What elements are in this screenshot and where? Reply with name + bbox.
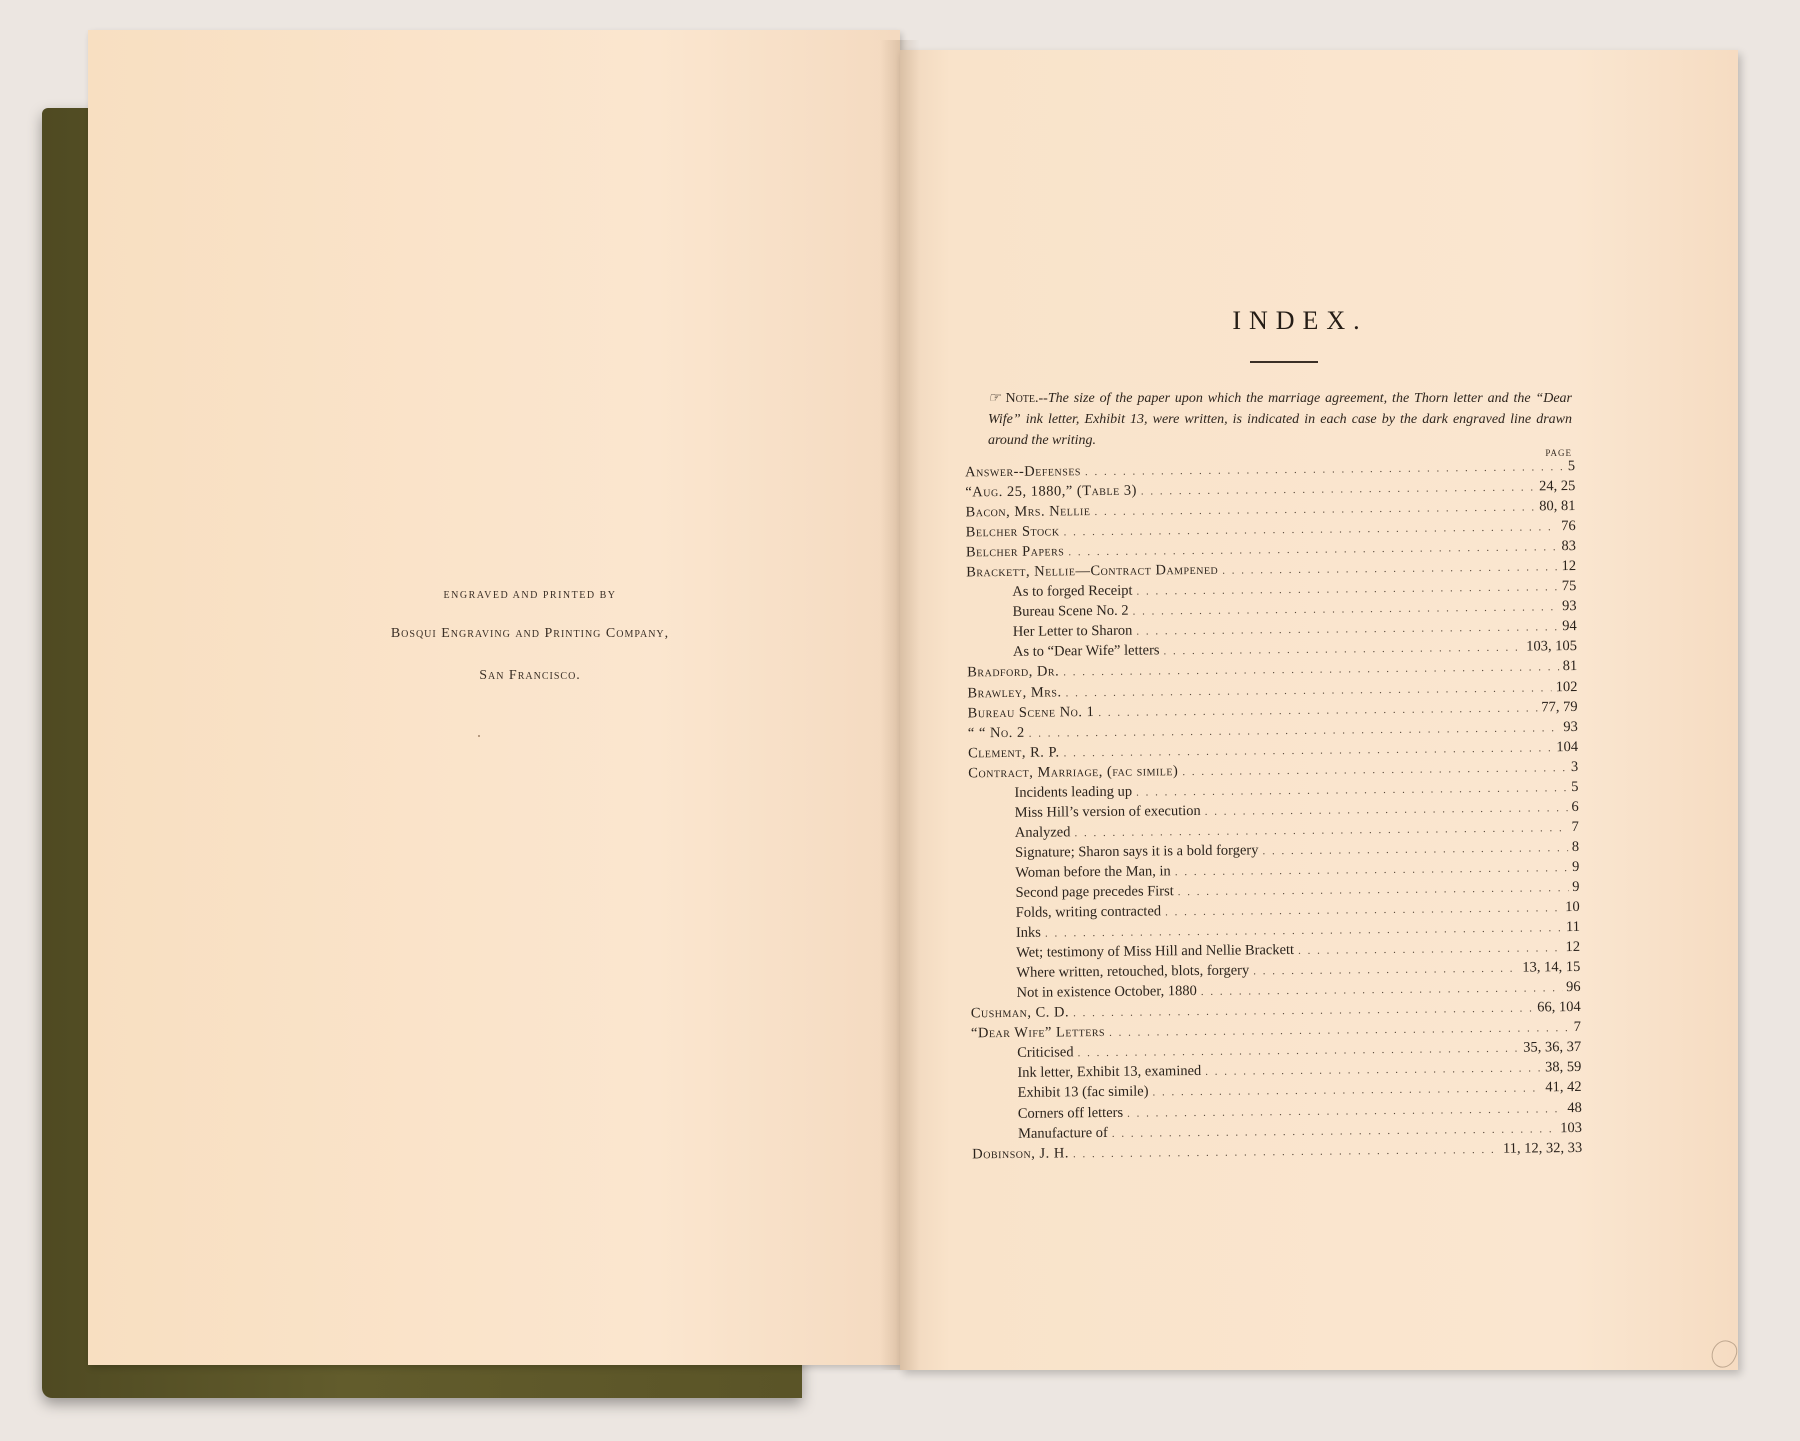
index-entry-page: 12 [1565,939,1581,956]
index-entry-label: Bradford, Dr. [967,663,1060,681]
dot-leader [1253,963,1518,978]
dot-leader [1136,782,1567,799]
index-entry-label: Bacon, Mrs. Nellie [965,503,1091,521]
dot-leader [1045,922,1562,939]
index-entry-page: 81 [1562,658,1578,675]
index-note [988,388,1572,451]
index-title: INDEX. [1232,306,1368,335]
index-entry-page: 8 [1571,838,1580,855]
index-entry-page: 48 [1567,1099,1582,1116]
book-gutter [880,40,920,1370]
dot-leader [1165,902,1561,918]
index-entry-page: 103, 105 [1526,638,1578,655]
dot-leader [1029,722,1560,740]
index-entry-page: 7 [1573,1019,1582,1036]
dot-leader [1175,862,1568,878]
dot-leader [1262,842,1567,857]
index-entry-page: 80, 81 [1539,498,1576,515]
index-entry-page: 75 [1561,578,1577,595]
index-entry-label: Exhibit 13 (fac simile) [1017,1083,1149,1102]
index-entry-page: 96 [1565,979,1581,996]
index-entry-page: 9 [1572,878,1580,896]
index-entry-label: Corners off letters [1017,1104,1124,1122]
index-entry-page: 24, 25 [1538,478,1576,495]
index-entry-label: Woman before the Man, in [1015,863,1171,881]
index-entry-label: Signature; Sharon says it is a bold forgery [1015,842,1259,861]
index-entry-page: 9 [1571,858,1580,875]
imprint-line-3: San Francisco. [479,668,581,683]
title-rule [1250,361,1318,363]
index-entry-page: 76 [1561,518,1576,535]
index-entry-page: 12 [1561,558,1577,575]
dot-leader [1136,622,1558,638]
dot-leader [1205,1063,1541,1079]
dot-leader [1127,1103,1563,1120]
pointing-hand-icon: ☞ [988,391,1001,406]
dot-leader [1063,662,1559,679]
index-entry-label: Contract, Marriage, (fac simile) [968,762,1179,782]
note-lead: Note. [1005,391,1039,406]
index-entry-label: Not in existence October, 1880 [1016,983,1197,1002]
index-entry-label: Clement, R. P. [967,744,1060,762]
dot-leader [1068,541,1557,558]
dot-leader [1141,481,1535,497]
index-entry-page: 104 [1556,738,1579,755]
index-entry-label: Miss Hill’s version of execution [1014,802,1201,821]
dot-leader [1063,742,1552,759]
index-entry-label: Answer--Defenses [965,463,1082,481]
index-entry-label: Wet; testimony of Miss Hill and Nellie Brackett [1016,942,1295,962]
index-entry-label: As to “Dear Wife” letters [1012,642,1160,661]
index-entry-label: Her Letter to Sharon [1012,623,1133,641]
index-entry-label: As to forged Receipt [1012,582,1133,601]
dot-leader [1163,642,1522,658]
index-entry-page: 77, 79 [1541,698,1578,715]
index-entry-label: Where written, retouched, blots, forgery [1016,962,1250,982]
note-text: --The size of the paper upon which the marriage agreement, the Thorn letter and the “Dear Wife” ink letter, Exhibit 13, were written, is indicated in each case by the dark engraved line drawn around the writing. [988,391,1573,448]
index-entry-label: Belcher Papers [965,543,1065,561]
index-entry-label: Manufacture of [1017,1124,1108,1142]
dot-leader [1136,581,1557,597]
dot-leader [1112,1123,1557,1140]
index-entry-label: Inks [1015,924,1042,941]
index-entry-label: “Dear Wife” Letters [970,1024,1106,1042]
index-entry-page: 11 [1565,919,1580,936]
index-entry-page: 5 [1571,778,1579,795]
index-entry-page: 13, 14, 15 [1522,959,1581,976]
index-entry-label: “ “ No. 2 [967,724,1025,741]
dot-leader [1109,1022,1570,1039]
index-entry-page: 38, 59 [1545,1059,1582,1076]
index-entry-label: Brackett, Nellie—Contract Dampened [966,561,1219,581]
index-entry-label: Ink letter, Exhibit 13, examined [1017,1063,1202,1082]
index-entry-label: Analyzed [1014,824,1071,841]
index-entry-page: 10 [1565,899,1580,916]
page-column-label: PAGE [1545,448,1572,458]
dot-leader [1201,982,1562,998]
dot-leader [1098,702,1537,719]
index-entry-page: 66, 104 [1537,999,1581,1016]
index-entry-page: 94 [1562,618,1577,635]
index-entry-label: Brawley, Mrs. [967,683,1062,701]
index-entry-page: 102 [1555,678,1578,695]
dot-leader [1132,602,1558,618]
dot-leader [1073,1003,1533,1020]
index-entry-label: Folds, writing contracted [1015,903,1162,921]
index-entry-label: Criticised [1017,1044,1074,1062]
dot-leader [1066,682,1552,699]
index-entries [965,458,1582,1166]
dot-leader [1205,802,1568,818]
index-entry-label: Incidents leading up [1014,783,1133,801]
index-entry-page: 35, 36, 37 [1523,1039,1582,1056]
imprint-line-2: Bosqui Engraving and Printing Company, [390,626,670,641]
index-entry-label: Belcher Stock [965,523,1060,541]
index-entry-page: 7 [1571,818,1579,835]
index-entry-page: 11, 12, 32, 33 [1502,1139,1583,1157]
index-entry-label: Dobinson, J. H. [972,1144,1070,1162]
index-entry-page: 6 [1571,798,1579,815]
dot-leader [1078,1043,1520,1060]
dot-leader [1152,1083,1541,1099]
dot-leader [1094,502,1535,519]
dot-leader [1298,942,1562,957]
index-entry-page: 83 [1561,538,1577,555]
index-entry-page: 3 [1570,758,1579,775]
dot-leader [1178,882,1569,898]
index-entry-page: 5 [1567,458,1576,475]
printer-dot [478,735,480,737]
dot-leader [1222,561,1558,577]
dot-leader [1063,521,1557,538]
dot-leader [1074,822,1567,839]
imprint-line-1: ENGRAVED AND PRINTED BY [443,590,617,601]
index-entry-label: Bureau Scene No. 2 [1012,603,1129,621]
index-entry-label: Bureau Scene No. 1 [967,703,1095,721]
index-entry-page: 93 [1563,718,1578,735]
index-entry-page: 103 [1560,1119,1583,1136]
index-entry-label: “Aug. 25, 1880,” (Table 3) [965,482,1137,501]
dot-leader [1073,1143,1499,1159]
index-entry-label: Cushman, C. D. [970,1004,1070,1022]
dot-leader [1182,762,1567,778]
index-entry-label: Second page precedes First [1015,883,1174,901]
index-entry-page: 41, 42 [1545,1079,1582,1096]
index-entry-page: 93 [1561,598,1577,615]
dot-leader [1085,461,1564,478]
left-page [88,30,900,1365]
